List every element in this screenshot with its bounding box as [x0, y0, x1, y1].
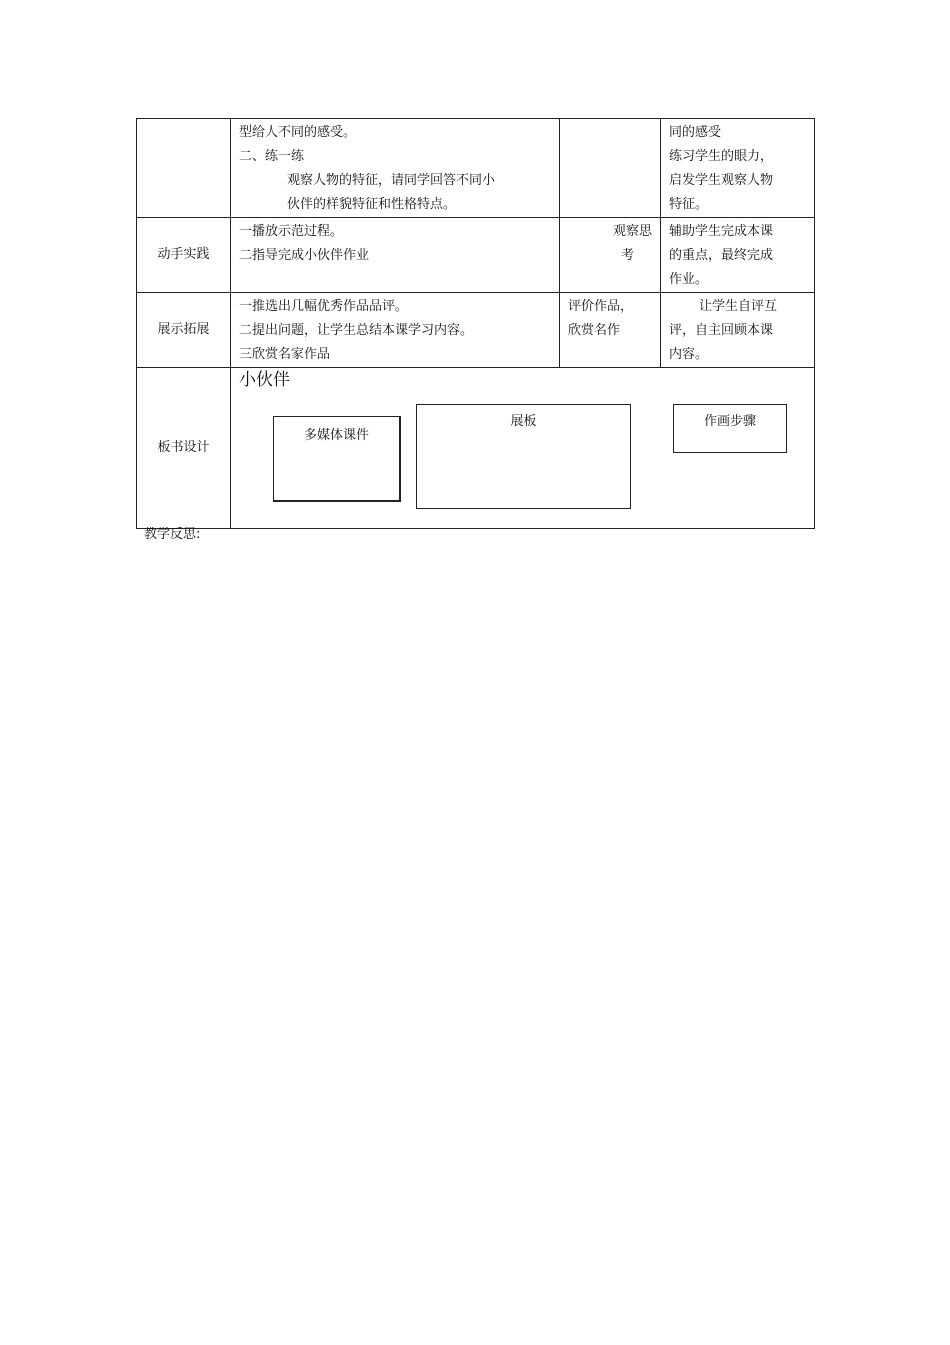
- text-line: 辅助学生完成本课: [669, 224, 774, 239]
- drawing-steps-box: 作画步骤: [673, 404, 787, 453]
- text-line: 的重点，最终完成: [669, 248, 774, 263]
- text-line: 伙伴的样貌特征和性格特点。: [287, 197, 457, 212]
- multimedia-box: 多媒体课件: [273, 416, 401, 502]
- board-design-cell: [231, 368, 815, 529]
- text-line: 评，自主回顾本课: [669, 323, 774, 338]
- text-line: 型给人不同的感受。: [239, 125, 357, 140]
- table-row: [137, 218, 815, 293]
- student-activity-cell: [560, 293, 661, 368]
- teacher-activity-cell: [231, 218, 560, 293]
- teaching-reflection: 教学反思:: [144, 527, 201, 542]
- design-purpose-cell: [661, 218, 815, 293]
- text-line: 二、练一练: [239, 149, 305, 164]
- text-line: 欣赏名作: [568, 323, 621, 338]
- row-label: 板书设计: [137, 368, 231, 529]
- row-label: 动手实践: [137, 218, 231, 293]
- design-purpose-cell: [661, 119, 815, 218]
- text-line: 练习学生的眼力，: [669, 149, 774, 164]
- text-line: 让学生自评互: [699, 299, 778, 314]
- text-line: 启发学生观察人物: [669, 173, 774, 188]
- text-line: 二指导完成小伙伴作业: [239, 248, 370, 263]
- teacher-activity-cell: [231, 119, 560, 218]
- text-line: 特征。: [669, 197, 709, 212]
- lesson-plan-table: [136, 118, 815, 529]
- text-line: 观察人物的特征，请同学回答不同小: [287, 173, 496, 188]
- board-design-area: [231, 368, 814, 528]
- table-row: [137, 119, 815, 218]
- text-line: 作业。: [669, 272, 709, 287]
- row-label: [137, 119, 231, 218]
- text-line: 考: [620, 248, 634, 263]
- table-row: [137, 293, 815, 368]
- text-line: 三欣赏名家作品: [239, 347, 331, 362]
- text-line: 一推选出几幅优秀作品品评。: [239, 299, 409, 314]
- student-activity-cell: [560, 119, 661, 218]
- row-label: 展示拓展: [137, 293, 231, 368]
- board-title: 小伙伴: [239, 370, 290, 390]
- text-line: 内容。: [669, 347, 709, 362]
- text-line: 一播放示范过程。: [239, 224, 344, 239]
- text-line: 评价作品，: [568, 299, 634, 314]
- student-activity-cell: [560, 218, 661, 293]
- design-purpose-cell: [661, 293, 815, 368]
- table-row: [137, 368, 815, 529]
- teacher-activity-cell: [231, 293, 560, 368]
- text-line: 观察思: [612, 224, 652, 239]
- display-board-box: 展板: [416, 404, 631, 509]
- text-line: 二提出问题，让学生总结本课学习内容。: [239, 323, 474, 338]
- text-line: 同的感受: [669, 125, 722, 140]
